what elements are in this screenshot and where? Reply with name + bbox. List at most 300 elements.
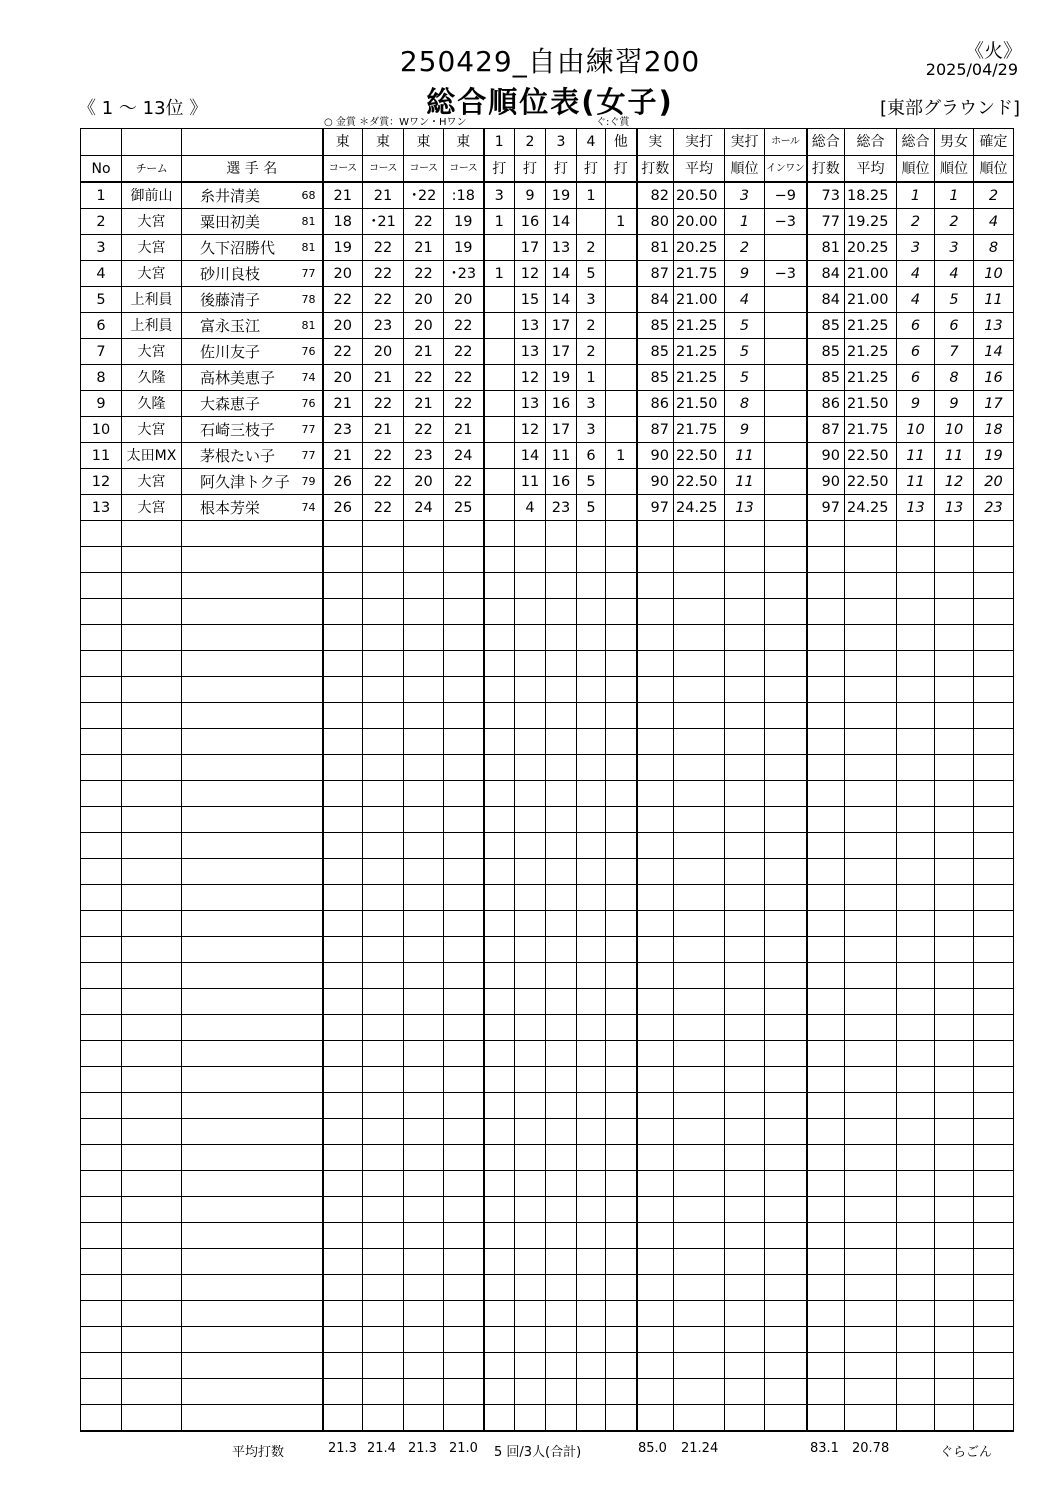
empty-cell — [897, 755, 935, 781]
empty-cell — [807, 1015, 845, 1041]
empty-cell — [81, 963, 122, 989]
empty-cell — [807, 1041, 845, 1067]
empty-cell — [444, 1327, 484, 1353]
empty-cell — [404, 833, 444, 859]
empty-cell — [484, 1353, 515, 1379]
stroke-count: 17 — [546, 313, 577, 339]
empty-cell — [765, 1353, 807, 1379]
empty-cell — [845, 1171, 897, 1197]
empty-cell — [363, 1223, 404, 1249]
empty-cell — [577, 859, 606, 885]
player-name-text: 石崎三枝子 — [200, 420, 276, 439]
empty-cell — [765, 573, 807, 599]
player-age: 74 — [301, 501, 316, 514]
empty-cell — [404, 1197, 444, 1223]
course-score: 23 — [363, 313, 404, 339]
empty-cell — [323, 599, 363, 625]
hole-in-one — [765, 495, 807, 521]
table-row — [81, 235, 1014, 261]
empty-cell — [577, 1275, 606, 1301]
empty-cell — [606, 1223, 637, 1249]
stroke-count: 3 — [577, 287, 606, 313]
player-age: 81 — [301, 319, 316, 332]
column-header-top: 実打 — [725, 129, 765, 156]
empty-cell — [606, 1405, 637, 1432]
empty-cell — [81, 677, 122, 703]
empty-cell — [725, 755, 765, 781]
final-rank: 20 — [974, 469, 1014, 495]
empty-cell — [515, 1301, 546, 1327]
empty-row — [81, 651, 1014, 677]
empty-cell — [897, 599, 935, 625]
empty-row — [81, 963, 1014, 989]
empty-cell — [484, 911, 515, 937]
actual-rank: 8 — [725, 391, 765, 417]
empty-cell — [606, 781, 637, 807]
empty-cell — [606, 1353, 637, 1379]
empty-row — [81, 833, 1014, 859]
empty-cell — [363, 937, 404, 963]
actual-strokes: 90 — [637, 469, 674, 495]
empty-cell — [182, 521, 323, 547]
gender-rank: 1 — [935, 182, 974, 209]
empty-cell — [577, 833, 606, 859]
empty-cell — [122, 521, 182, 547]
empty-cell — [845, 859, 897, 885]
empty-cell — [546, 1015, 577, 1041]
empty-cell — [81, 781, 122, 807]
empty-cell — [845, 1015, 897, 1041]
empty-cell — [974, 521, 1014, 547]
empty-cell — [515, 755, 546, 781]
empty-cell — [363, 677, 404, 703]
empty-cell — [765, 1379, 807, 1405]
stroke-count: 12 — [515, 417, 546, 443]
empty-cell — [515, 1197, 546, 1223]
empty-cell — [363, 1197, 404, 1223]
player-age: 77 — [301, 449, 316, 462]
empty-cell — [444, 1171, 484, 1197]
empty-cell — [577, 989, 606, 1015]
empty-cell — [935, 1223, 974, 1249]
empty-cell — [363, 1041, 404, 1067]
empty-row — [81, 1145, 1014, 1171]
empty-row — [81, 677, 1014, 703]
empty-cell — [974, 1379, 1014, 1405]
empty-cell — [674, 859, 725, 885]
empty-cell — [444, 599, 484, 625]
empty-row — [81, 1015, 1014, 1041]
empty-cell — [765, 937, 807, 963]
stroke-count: 2 — [577, 313, 606, 339]
stroke-count: 16 — [546, 469, 577, 495]
total-strokes: 85 — [807, 365, 845, 391]
hole-in-one — [765, 235, 807, 261]
player-name-text: 久下沼勝代 — [200, 238, 276, 257]
gender-rank: 6 — [935, 313, 974, 339]
empty-cell — [182, 703, 323, 729]
empty-row — [81, 1119, 1014, 1145]
empty-cell — [182, 1015, 323, 1041]
empty-cell — [897, 1379, 935, 1405]
empty-cell — [484, 573, 515, 599]
total-strokes: 73 — [807, 182, 845, 209]
player-name-text: 阿久津トク子 — [200, 472, 290, 491]
empty-cell — [637, 1275, 674, 1301]
stroke-count: 4 — [515, 495, 546, 521]
stroke-count: 14 — [546, 287, 577, 313]
empty-cell — [484, 1249, 515, 1275]
empty-cell — [577, 807, 606, 833]
column-header: 順位 — [897, 156, 935, 183]
empty-cell — [546, 547, 577, 573]
empty-cell — [182, 1145, 323, 1171]
course-score: 21 — [363, 365, 404, 391]
empty-cell — [606, 651, 637, 677]
total-average: 22.50 — [845, 443, 897, 469]
gender-rank: 9 — [935, 391, 974, 417]
empty-row — [81, 1223, 1014, 1249]
stroke-count — [606, 182, 637, 209]
empty-cell — [807, 1301, 845, 1327]
stroke-count: 19 — [546, 365, 577, 391]
empty-cell — [637, 1353, 674, 1379]
course-score: 22 — [323, 287, 363, 313]
empty-cell — [546, 833, 577, 859]
column-header: 順位 — [974, 156, 1014, 183]
empty-cell — [974, 625, 1014, 651]
empty-cell — [182, 807, 323, 833]
stroke-count: 2 — [577, 339, 606, 365]
course-score: 25 — [444, 495, 484, 521]
empty-cell — [765, 651, 807, 677]
column-header: 打数 — [637, 156, 674, 183]
empty-cell — [606, 547, 637, 573]
empty-cell — [515, 911, 546, 937]
empty-cell — [807, 989, 845, 1015]
course-score: 23 — [323, 417, 363, 443]
column-header: 打 — [515, 156, 546, 183]
empty-cell — [363, 651, 404, 677]
empty-cell — [577, 1301, 606, 1327]
row-number: 7 — [81, 339, 122, 365]
course-score: 22 — [444, 365, 484, 391]
empty-cell — [81, 521, 122, 547]
empty-cell — [81, 729, 122, 755]
actual-rank: 9 — [725, 417, 765, 443]
empty-cell — [323, 703, 363, 729]
empty-cell — [577, 599, 606, 625]
empty-cell — [484, 1093, 515, 1119]
empty-cell — [725, 833, 765, 859]
empty-cell — [725, 1379, 765, 1405]
empty-cell — [363, 963, 404, 989]
stroke-count: 2 — [577, 235, 606, 261]
empty-cell — [725, 1015, 765, 1041]
stroke-count: 1 — [577, 365, 606, 391]
total-rank: 6 — [897, 339, 935, 365]
empty-cell — [845, 989, 897, 1015]
empty-cell — [974, 547, 1014, 573]
player-name — [182, 365, 323, 391]
empty-cell — [323, 1067, 363, 1093]
empty-cell — [897, 963, 935, 989]
empty-cell — [404, 1379, 444, 1405]
empty-cell — [515, 1015, 546, 1041]
empty-cell — [637, 911, 674, 937]
empty-cell — [182, 885, 323, 911]
empty-cell — [182, 911, 323, 937]
stroke-count — [484, 365, 515, 391]
player-age: 78 — [301, 293, 316, 306]
empty-cell — [122, 755, 182, 781]
empty-cell — [606, 937, 637, 963]
page-title: 250429_自由練習200 — [399, 45, 701, 78]
empty-cell — [637, 1145, 674, 1171]
table-row — [81, 365, 1014, 391]
player-name — [182, 339, 323, 365]
course-score: 20 — [404, 469, 444, 495]
empty-cell — [845, 1249, 897, 1275]
empty-cell — [807, 1197, 845, 1223]
empty-row — [81, 1275, 1014, 1301]
stroke-count: 11 — [515, 469, 546, 495]
actual-average: 20.00 — [674, 209, 725, 235]
empty-cell — [674, 651, 725, 677]
empty-cell — [404, 1145, 444, 1171]
empty-row — [81, 1249, 1014, 1275]
final-rank: 18 — [974, 417, 1014, 443]
stroke-count — [577, 209, 606, 235]
empty-cell — [122, 1249, 182, 1275]
empty-cell — [81, 573, 122, 599]
empty-cell — [935, 989, 974, 1015]
actual-strokes: 86 — [637, 391, 674, 417]
empty-cell — [122, 625, 182, 651]
column-header-top: 4 — [577, 129, 606, 156]
empty-cell — [845, 599, 897, 625]
empty-cell — [897, 1327, 935, 1353]
empty-cell — [606, 1249, 637, 1275]
course-score: 22 — [444, 313, 484, 339]
empty-cell — [546, 1119, 577, 1145]
course-score: 22 — [404, 209, 444, 235]
empty-cell — [974, 1171, 1014, 1197]
empty-cell — [484, 1171, 515, 1197]
actual-strokes: 80 — [637, 209, 674, 235]
empty-cell — [935, 1405, 974, 1432]
empty-cell — [484, 1379, 515, 1405]
award-legend-gu: ぐ:ぐ賞 — [596, 117, 630, 128]
empty-cell — [484, 599, 515, 625]
empty-cell — [577, 1405, 606, 1432]
standings-table — [80, 128, 1014, 1432]
empty-cell — [182, 651, 323, 677]
empty-cell — [974, 1015, 1014, 1041]
total-rank: 6 — [897, 365, 935, 391]
gender-rank: 13 — [935, 495, 974, 521]
empty-cell — [807, 755, 845, 781]
course-score: 22 — [404, 365, 444, 391]
empty-cell — [845, 1145, 897, 1171]
empty-cell — [122, 1197, 182, 1223]
empty-cell — [444, 703, 484, 729]
empty-cell — [546, 1145, 577, 1171]
empty-cell — [546, 937, 577, 963]
empty-cell — [182, 1249, 323, 1275]
column-header-top: 総合 — [807, 129, 845, 156]
empty-cell — [363, 1275, 404, 1301]
empty-cell — [404, 963, 444, 989]
empty-cell — [725, 1145, 765, 1171]
empty-cell — [81, 1405, 122, 1432]
empty-cell — [897, 625, 935, 651]
stroke-count: 13 — [546, 235, 577, 261]
empty-cell — [515, 1067, 546, 1093]
stroke-count: 13 — [515, 313, 546, 339]
empty-cell — [484, 755, 515, 781]
empty-cell — [484, 1041, 515, 1067]
empty-cell — [323, 833, 363, 859]
player-name-text: 後藤清子 — [200, 290, 261, 309]
course-score: 20 — [323, 261, 363, 287]
course-score: 23 — [404, 443, 444, 469]
total-average: 19.25 — [845, 209, 897, 235]
column-header-top: 総合 — [845, 129, 897, 156]
empty-cell — [577, 651, 606, 677]
team-name: 大宮 — [122, 235, 182, 261]
hole-in-one — [765, 339, 807, 365]
gender-rank: 4 — [935, 261, 974, 287]
empty-cell — [935, 1275, 974, 1301]
empty-cell — [182, 1197, 323, 1223]
empty-cell — [404, 1353, 444, 1379]
empty-cell — [484, 703, 515, 729]
empty-cell — [444, 547, 484, 573]
empty-cell — [81, 1145, 122, 1171]
empty-cell — [807, 625, 845, 651]
empty-cell — [444, 885, 484, 911]
empty-cell — [725, 651, 765, 677]
empty-cell — [725, 677, 765, 703]
empty-cell — [515, 1405, 546, 1432]
empty-cell — [546, 1275, 577, 1301]
course-score: 20 — [444, 287, 484, 313]
empty-row — [81, 625, 1014, 651]
column-header-top — [81, 129, 122, 156]
empty-cell — [515, 833, 546, 859]
empty-cell — [674, 1379, 725, 1405]
empty-cell — [182, 859, 323, 885]
empty-cell — [765, 1249, 807, 1275]
empty-cell — [935, 677, 974, 703]
actual-strokes: 90 — [637, 443, 674, 469]
player-name-text: 糸井清美 — [200, 186, 261, 205]
empty-cell — [845, 807, 897, 833]
stroke-count: 3 — [577, 417, 606, 443]
empty-cell — [845, 1353, 897, 1379]
empty-cell — [444, 1145, 484, 1171]
actual-rank: 5 — [725, 339, 765, 365]
empty-cell — [122, 833, 182, 859]
empty-cell — [935, 547, 974, 573]
stroke-count — [484, 235, 515, 261]
empty-cell — [935, 1327, 974, 1353]
stroke-count: 12 — [515, 261, 546, 287]
empty-cell — [484, 1405, 515, 1432]
row-number: 5 — [81, 287, 122, 313]
empty-cell — [577, 1119, 606, 1145]
empty-cell — [935, 911, 974, 937]
stroke-count: 15 — [515, 287, 546, 313]
final-rank: 19 — [974, 443, 1014, 469]
empty-cell — [807, 1093, 845, 1119]
player-name — [182, 209, 323, 235]
stroke-count — [484, 417, 515, 443]
empty-cell — [765, 1145, 807, 1171]
empty-cell — [182, 573, 323, 599]
empty-cell — [404, 807, 444, 833]
empty-row — [81, 1379, 1014, 1405]
empty-cell — [182, 755, 323, 781]
row-number: 11 — [81, 443, 122, 469]
empty-cell — [81, 1223, 122, 1249]
empty-cell — [725, 1197, 765, 1223]
empty-cell — [363, 807, 404, 833]
empty-cell — [444, 1405, 484, 1432]
empty-cell — [323, 1171, 363, 1197]
course-score: 22 — [363, 235, 404, 261]
empty-cell — [845, 651, 897, 677]
empty-cell — [484, 1067, 515, 1093]
footer-total-count: 83.1 — [810, 1441, 839, 1456]
table-row — [81, 443, 1014, 469]
player-age: 77 — [301, 423, 316, 436]
empty-cell — [444, 1119, 484, 1145]
empty-cell — [765, 1041, 807, 1067]
empty-cell — [845, 1197, 897, 1223]
empty-cell — [674, 781, 725, 807]
empty-cell — [404, 859, 444, 885]
empty-cell — [765, 1327, 807, 1353]
column-header-top: 東 — [323, 129, 363, 156]
empty-cell — [122, 599, 182, 625]
empty-cell — [323, 989, 363, 1015]
player-name — [182, 443, 323, 469]
empty-cell — [81, 755, 122, 781]
empty-cell — [546, 1093, 577, 1119]
total-average: 22.50 — [845, 469, 897, 495]
empty-cell — [807, 781, 845, 807]
actual-rank: 3 — [725, 182, 765, 209]
hole-in-one: −3 — [765, 209, 807, 235]
empty-cell — [546, 1301, 577, 1327]
course-score: 18 — [323, 209, 363, 235]
empty-cell — [323, 547, 363, 573]
empty-cell — [122, 989, 182, 1015]
empty-cell — [897, 1223, 935, 1249]
table-row — [81, 469, 1014, 495]
empty-cell — [637, 1327, 674, 1353]
empty-cell — [974, 1275, 1014, 1301]
stroke-count — [606, 287, 637, 313]
empty-cell — [674, 1197, 725, 1223]
actual-average: 24.25 — [674, 495, 725, 521]
empty-cell — [122, 937, 182, 963]
empty-cell — [404, 1275, 444, 1301]
stroke-count: 16 — [546, 391, 577, 417]
empty-row — [81, 989, 1014, 1015]
